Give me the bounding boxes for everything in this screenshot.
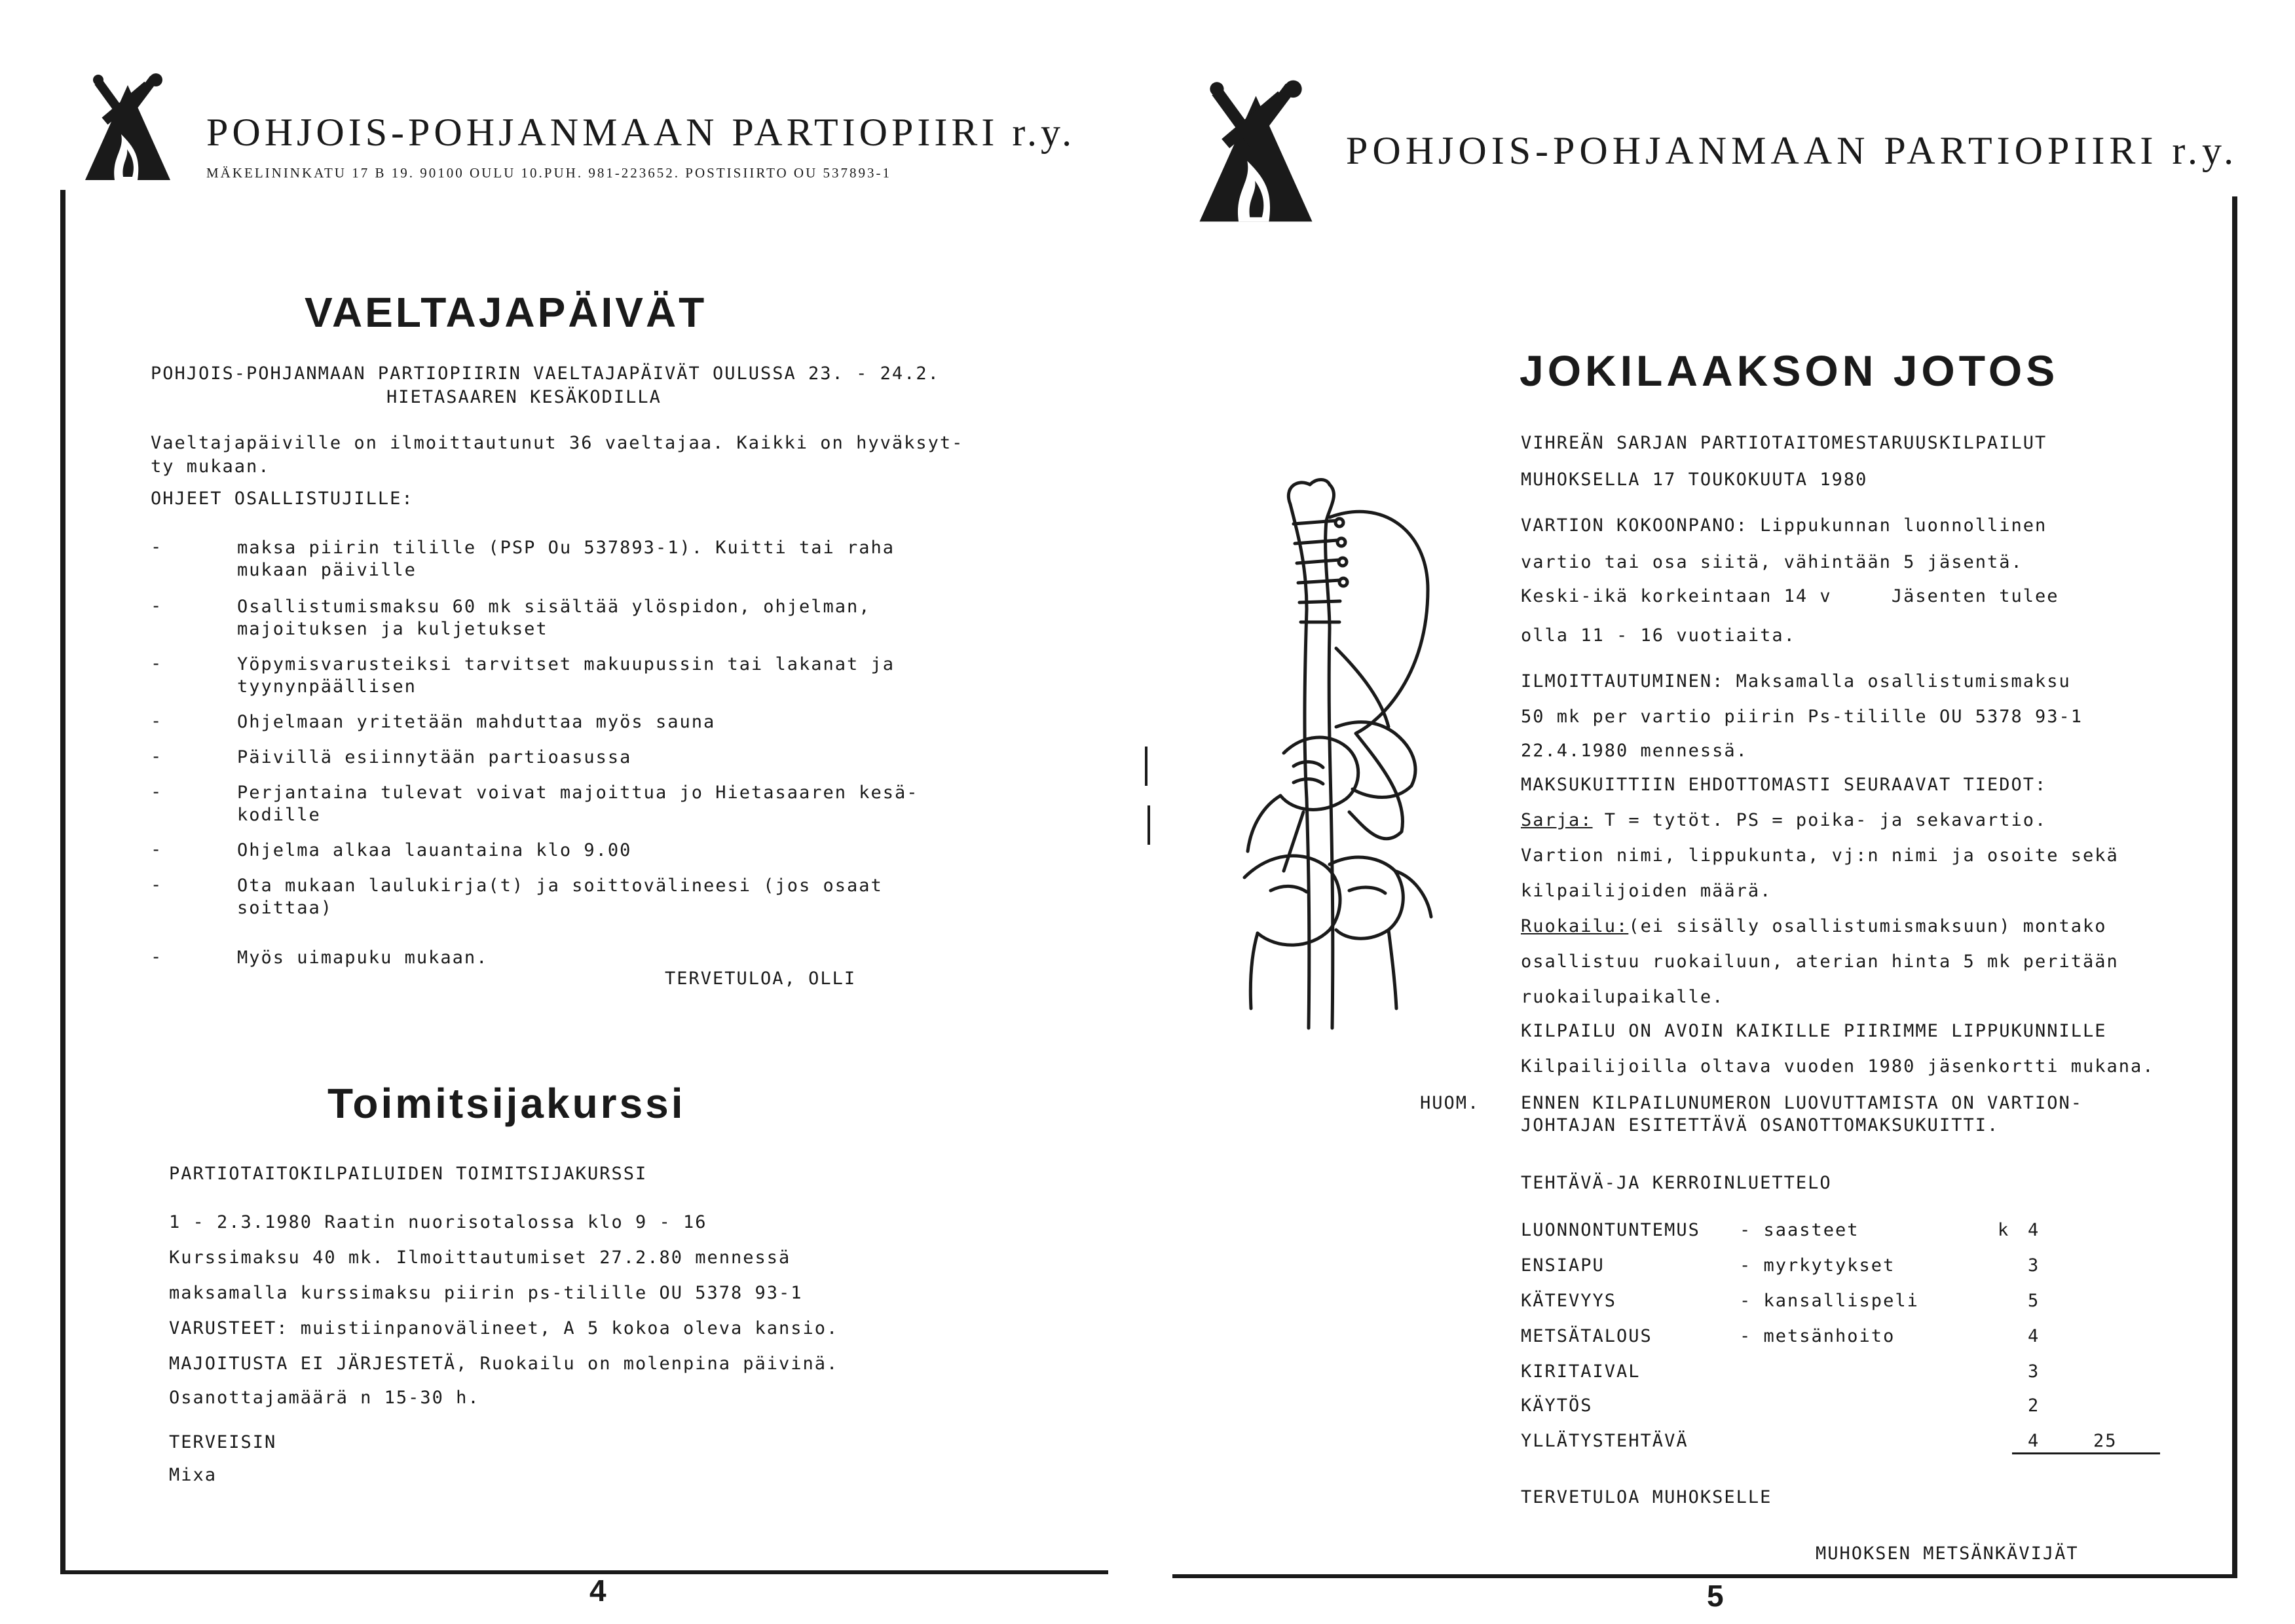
detail-line <box>1521 809 2047 832</box>
org-name: POHJOIS-POHJANMAAN PARTIOPIIRI r.y. <box>206 111 1076 154</box>
page-number: 4 <box>589 1574 606 1608</box>
org-name: POHJOIS-POHJANMAAN PARTIOPIIRI r.y. <box>1346 129 2239 172</box>
detail-line: 22.4.1980 mennessä. <box>1521 741 1748 761</box>
list-item: kodille <box>237 805 321 825</box>
course-line: Osanottajamäärä n 15-30 h. <box>169 1388 480 1408</box>
task-detail: - saasteet <box>1740 1220 1859 1240</box>
list-item: Perjantaina tulevat voivat majoittua jo Hietasaaren kesä- <box>237 783 919 803</box>
total-underline <box>2012 1452 2160 1454</box>
page-frame-right <box>2232 196 2237 1577</box>
task-coef: 4 <box>2028 1431 2040 1451</box>
detail-line: olla 11 - 16 vuotiaita. <box>1521 625 1796 646</box>
signature: MUHOKSEN METSÄNKÄVIJÄT <box>1816 1543 2079 1564</box>
list-item: soittaa) <box>237 898 333 918</box>
note-line: ENNEN KILPAILUNUMERON LUOVUTTAMISTA ON VARTION- <box>1521 1093 2083 1113</box>
course-line: Mixa <box>169 1465 217 1485</box>
paragraph-line: Vaeltajapäiville on ilmoittautunut 36 vaeltajaa. Kaikki on hyväksyt- <box>151 433 964 453</box>
page-number: 5 <box>1707 1579 1724 1613</box>
task-name: KÄTEVYYS <box>1521 1291 1617 1311</box>
detail-line: MUHOKSELLA 17 TOUKOKUUTA 1980 <box>1521 470 1868 490</box>
intro-line: HIETASAAREN KESÄKODILLA <box>386 387 662 407</box>
intro-line: POHJOIS-POHJANMAAN PARTIOPIIRIN VAELTAJAPÄIVÄT OULUSSA 23. - 24.2. <box>151 363 940 384</box>
task-name: YLLÄTYSTEHTÄVÄ <box>1521 1431 1689 1451</box>
welcome-line: TERVETULOA MUHOKSELLE <box>1521 1487 1772 1507</box>
meals-text: (ei sisälly osallistumismaksuun) montako <box>1628 916 2107 936</box>
course-line: MAJOITUSTA EI JÄRJESTETÄ, Ruokailu on molenpina päivinä. <box>169 1354 839 1374</box>
list-item: Myös uimapuku mukaan. <box>237 948 489 968</box>
list-item: majoituksen ja kuljetukset <box>237 619 548 639</box>
task-coef: 4 <box>2028 1220 2040 1240</box>
detail-line: Kilpailijoilla oltava vuoden 1980 jäsenkortti mukana. <box>1521 1056 2155 1077</box>
task-detail: - kansallispeli <box>1740 1291 1919 1311</box>
course-line: maksamalla kurssimaksu piirin ps-tilille OU 5378 93-1 <box>169 1283 803 1303</box>
note-line: JOHTAJAN ESITETTÄVÄ OSANOTTOMAKSUKUITTI. <box>1521 1115 2000 1135</box>
detail-line: Vartion nimi, lippukunta, vj:n nimi ja osoite sekä <box>1521 845 2119 866</box>
course-line: VARUSTEET: muistiinpanovälineet, A 5 kokoa oleva kansio. <box>169 1318 839 1338</box>
detail-line: VARTION KOKOONPANO: Lippukunnan luonnollinen <box>1521 515 2047 536</box>
task-table-heading: TEHTÄVÄ-JA KERROINLUETTELO <box>1521 1173 1832 1193</box>
task-detail: - metsänhoito <box>1740 1326 1895 1346</box>
detail-line: Keski-ikä korkeintaan 14 v Jäsenten tulee <box>1521 586 2059 606</box>
task-total: 25 <box>2093 1431 2118 1451</box>
page-frame-bottom <box>1172 1574 2237 1578</box>
task-coef: 3 <box>2028 1255 2040 1276</box>
note-label: HUOM. <box>1420 1093 1480 1113</box>
detail-line: vartio tai osa siitä, vähintään 5 jäsentä. <box>1521 552 2023 572</box>
org-address: MÄKELININKATU 17 B 19. 90100 OULU 10.PUH. 981-223652. POSTISIIRTO OU 537893-1 <box>206 165 892 181</box>
meals-label: Ruokailu: <box>1521 916 1629 936</box>
detail-line: ILMOITTAUTUMINEN: Maksamalla osallistumismaksu <box>1521 671 2071 692</box>
list-item: Päivillä esiinnytään partioasussa <box>237 747 632 767</box>
series-text: T = tytöt. PS = poika- ja sekavartio. <box>1592 810 2047 830</box>
course-line: Kurssimaksu 40 mk. Ilmoittautumiset 27.2.80 mennessä <box>169 1247 791 1268</box>
detail-line: 50 mk per vartio piirin Ps-tilille OU 5378 93-1 <box>1521 707 2083 727</box>
hands-holding-staff-illustration <box>1231 458 1493 1035</box>
task-k: k <box>1998 1220 2010 1240</box>
list-item: Ohjelma alkaa lauantaina klo 9.00 <box>237 840 632 860</box>
list-item: tyynynpäällisen <box>237 676 417 697</box>
paragraph-line: ty mukaan. <box>151 456 271 477</box>
task-name: LUONNONTUNTEMUS <box>1521 1220 1700 1240</box>
greeting: TERVETULOA, OLLI <box>665 969 857 989</box>
list-item: Ota mukaan laulukirja(t) ja soittovälineesi (jos osaat <box>237 876 883 896</box>
task-coef: 3 <box>2028 1361 2040 1382</box>
list-item: mukaan päiville <box>237 560 417 580</box>
task-name: KIRITAIVAL <box>1521 1361 1641 1382</box>
page-frame-left <box>60 190 65 1572</box>
detail-line <box>1521 915 2107 938</box>
task-name: METSÄTALOUS <box>1521 1326 1652 1346</box>
staple-mark <box>1148 805 1150 845</box>
detail-line: MAKSUKUITTIIN EHDOTTOMASTI SEURAAVAT TIEDOT: <box>1521 775 2047 795</box>
task-name: ENSIAPU <box>1521 1255 1605 1276</box>
task-name: KÄYTÖS <box>1521 1395 1593 1416</box>
detail-line: kilpailijoiden määrä. <box>1521 881 1772 901</box>
series-label: Sarja: <box>1521 810 1593 830</box>
scout-logo <box>85 72 170 183</box>
list-item: Ohjelmaan yritetään mahduttaa myös sauna <box>237 712 716 732</box>
page-frame-bottom <box>60 1570 1108 1574</box>
page-title: JOKILAAKSON JOTOS <box>1520 346 2059 395</box>
course-line: 1 - 2.3.1980 Raatin nuorisotalossa klo 9 - 16 <box>169 1212 707 1232</box>
detail-line: ruokailupaikalle. <box>1521 987 1725 1007</box>
scout-logo <box>1192 79 1320 226</box>
course-line: PARTIOTAITOKILPAILUIDEN TOIMITSIJAKURSSI <box>169 1164 648 1184</box>
list-item: Osallistumismaksu 60 mk sisältää ylöspidon, ohjelman, <box>237 597 871 617</box>
staple-mark <box>1145 747 1148 786</box>
task-coef: 5 <box>2028 1291 2040 1311</box>
page-title: VAELTAJAPÄIVÄT <box>305 289 707 336</box>
detail-line: KILPAILU ON AVOIN KAIKILLE PIIRIMME LIPPUKUNNILLE <box>1521 1021 2107 1041</box>
list-item: Yöpymisvarusteiksi tarvitset makuupussin tai lakanat ja <box>237 654 895 674</box>
task-coef: 4 <box>2028 1326 2040 1346</box>
task-coef: 2 <box>2028 1395 2040 1416</box>
section-title: Toimitsijakurssi <box>327 1080 686 1127</box>
detail-line: VIHREÄN SARJAN PARTIOTAITOMESTARUUSKILPAILUT <box>1521 433 2047 453</box>
course-line: TERVEISIN <box>169 1432 277 1452</box>
list-item: maksa piirin tilille (PSP Ou 537893-1). Kuitti tai raha <box>237 538 895 558</box>
instructions-heading: OHJEET OSALLISTUJILLE: <box>151 489 414 509</box>
detail-line: osallistuu ruokailuun, aterian hinta 5 mk peritään <box>1521 951 2119 972</box>
task-detail: - myrkytykset <box>1740 1255 1895 1276</box>
